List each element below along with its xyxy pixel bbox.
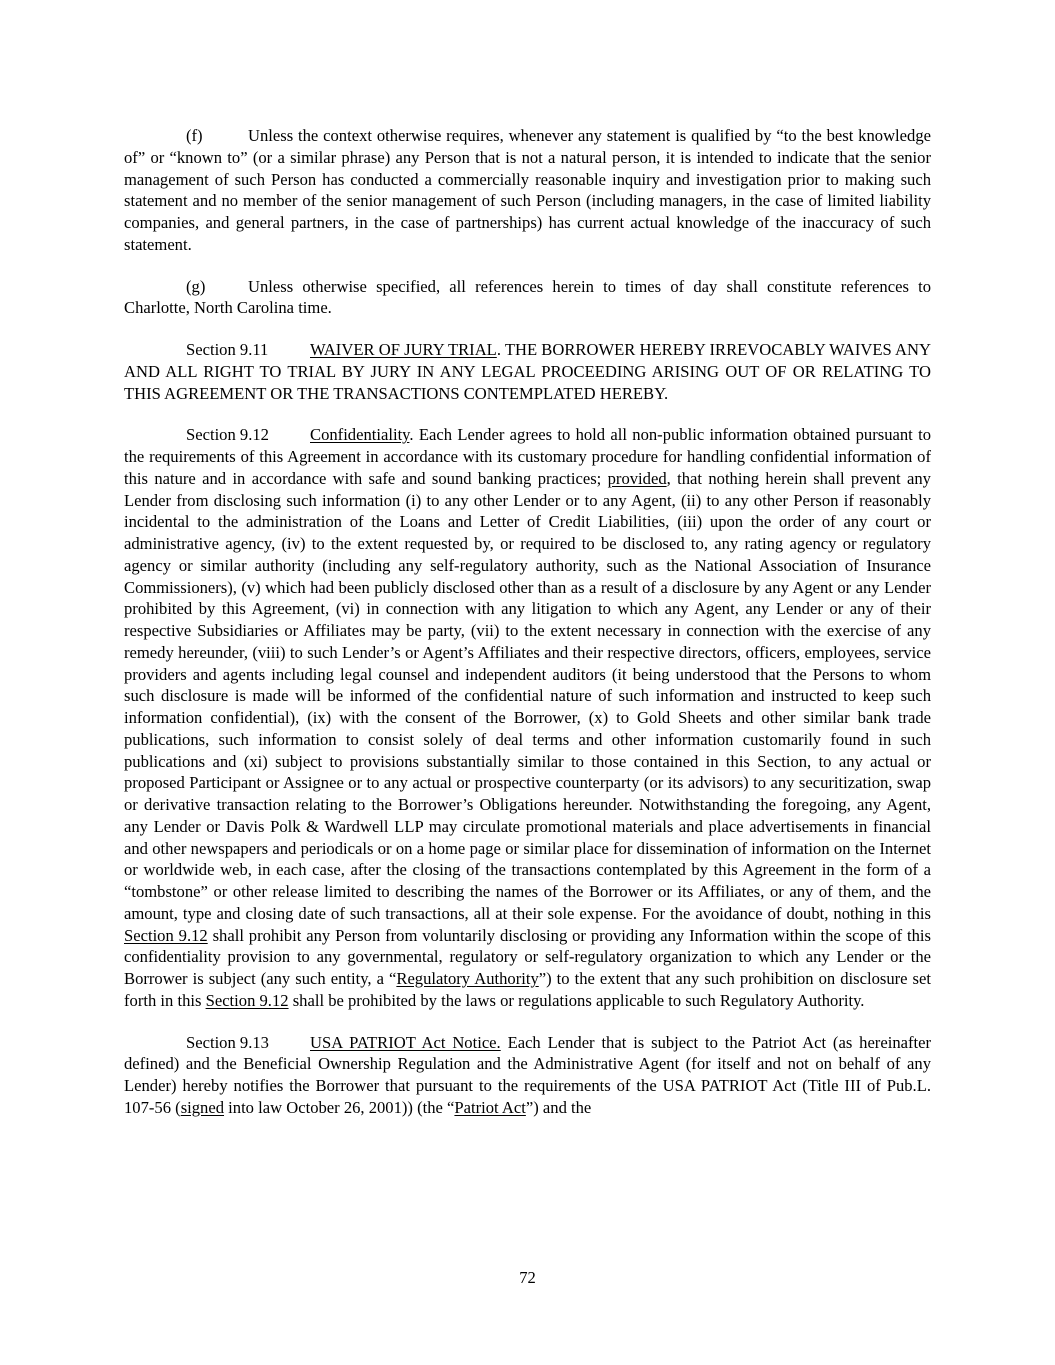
section-9-12-provided: provided [607, 468, 667, 488]
section-9-11-number: Section 9.11 [186, 340, 269, 359]
section-9-12-text-4: ”) to the extent that any such prohibition on disclosure set forth in this [124, 969, 931, 1010]
section-9-12-crossref-1: Section 9.12 [124, 925, 208, 945]
section-9-12-text-5: shall be prohibited by the laws or regulations applicable to such Regulatory Authority. [288, 990, 865, 1010]
section-9-12-text-2: , that nothing herein shall prevent any Lender from disclosing such information (i) to any other Lender or to any Agent, (ii) to any other Person if reasonably incidental to the administration of the Loans and Letter of Credit Liabilities, (iii) upon the order of any court or administrative agency, (iv) to the extent requested by, or required to be disclosed to, any rating agency or regulatory agency or similar authority (including any self-regulatory authority, such as the National Association of Insurance Commissioners), (v) which had been publicly disclosed other than as a result of a disclosure by any Agent or any Lender prohibited by this Agreement, (vi) in connection with any litigation to which any Agent, any Lender or any of their respective Subsidiaries or Affiliates may be party, (vii) to the extent necessary in connection with the exercise of any remedy hereunder, (viii) to such Lender’s or Agent’s Affiliates and their respective directors, officers, employees, service providers and agents including legal counsel and independent auditors (it being understood that the Persons to whom such disclosure is made will be informed of the confidential nature of such information and instructed to keep such information confidential), (ix) with the consent of the Borrower, (x) to Gold Sheets and other similar bank trade publications, such information to consist solely of deal terms and other information customarily found in such publications and (xi) subject to provisions substantially similar to those contained in this Section, to any actual or proposed Participant or Assignee or to any actual or prospective counterparty (or its advisors) to any securitization, swap or derivative transaction relating to the Borrower’s Obligations hereunder. Notwithstanding the foregoing, any Agent, any Lender or Davis Polk & Wardwell LLP may circulate promotional materials and place advertisements in financial and other newspapers and periodicals or on a home page or similar place for dissemination of information on the Internet or worldwide web, in each case, after the closing of the transactions contemplated by this Agreement in the form of a “tombstone” or other release limited to describing the names of the Borrower or its Affiliates, or any of them, and the amount, type and closing date of such transactions, all at their sole expense. For the avoidance of doubt, nothing in this [124, 468, 931, 923]
section-9-11-text: . THE BORROWER HEREBY IRREVOCABLY WAIVES ANY AND ALL RIGHT TO TRIAL BY JURY IN ANY LEGAL PROCEEDING ARISING OUT OF OR RELATING TO THIS AGREEMENT OR THE TRANSACTIONS CONTEMPLATED HEREBY. [124, 340, 931, 403]
section-9-13-heading: USA PATRIOT Act Notice. [310, 1032, 501, 1052]
section-9-12-number: Section 9.12 [186, 425, 269, 445]
paragraph-f [124, 125, 931, 256]
paragraph-f-marker: (f) [186, 126, 203, 145]
section-9-12-text-1: . Each Lender agrees to hold all non-public information obtained pursuant to the requirements of this Agreement in accordance with its customary procedure for handling confidential information of this nature and in accordance with safe and sound banking practices; [124, 425, 931, 488]
paragraph-f-text: Unless the context otherwise requires, whenever any statement is qualified by “to the best knowledge of” or “known to” (or a similar phrase) any Person that is not a natural person, it is intended to indicate that the senior management of such Person has conducted a commercially reasonable inquiry and investigation prior to making such statement and no member of the senior management of such Person (including managers, in the case of limited liability companies, and general partners, in the case of partnerships) has current actual knowledge of the inaccuracy of such statement. [124, 126, 931, 254]
section-9-11 [124, 339, 931, 404]
section-9-13-text-1: Each Lender that is subject to the Patriot Act (as hereinafter defined) and the Beneficial Ownership Regulation and the Administrative Agent (for itself and not on behalf of any Lender) hereby notifies the Borrower that pursuant to the requirements of the USA PATRIOT Act (Title III of Pub.L. 107-56 ( [124, 1032, 932, 1117]
section-9-13-patriot-act: Patriot Act [454, 1097, 526, 1117]
page-number: 72 [519, 1268, 536, 1287]
section-9-12-regulatory-authority: Regulatory Authority [396, 969, 539, 988]
paragraph-g-text: Unless otherwise specified, all references herein to times of day shall constitute references to Charlotte, North Carolina time. [124, 276, 931, 318]
document-body [124, 125, 931, 1139]
section-9-12-text-3: shall prohibit any Person from voluntarily disclosing or providing any Information within the scope of this confidentiality provision to any governmental, regulatory or self-regulatory organization to which any Lender or the Borrower is subject (any such entity, a “ [124, 925, 931, 988]
section-9-13-signed: signed [180, 1097, 225, 1117]
section-9-13-number: Section 9.13 [186, 1032, 269, 1052]
section-9-13-text-3: ”) and the [525, 1097, 592, 1117]
section-9-13 [124, 1032, 931, 1119]
section-9-12-heading: Confidentiality [310, 425, 410, 445]
section-9-12 [124, 424, 931, 1011]
section-9-11-heading: WAIVER OF JURY TRIAL [310, 340, 497, 359]
section-9-13-text-2: into law October 26, 2001)) (the “ [224, 1097, 455, 1117]
section-9-12-crossref-2: Section 9.12 [205, 990, 289, 1010]
paragraph-g-marker: (g) [186, 276, 206, 296]
paragraph-g [124, 276, 931, 320]
